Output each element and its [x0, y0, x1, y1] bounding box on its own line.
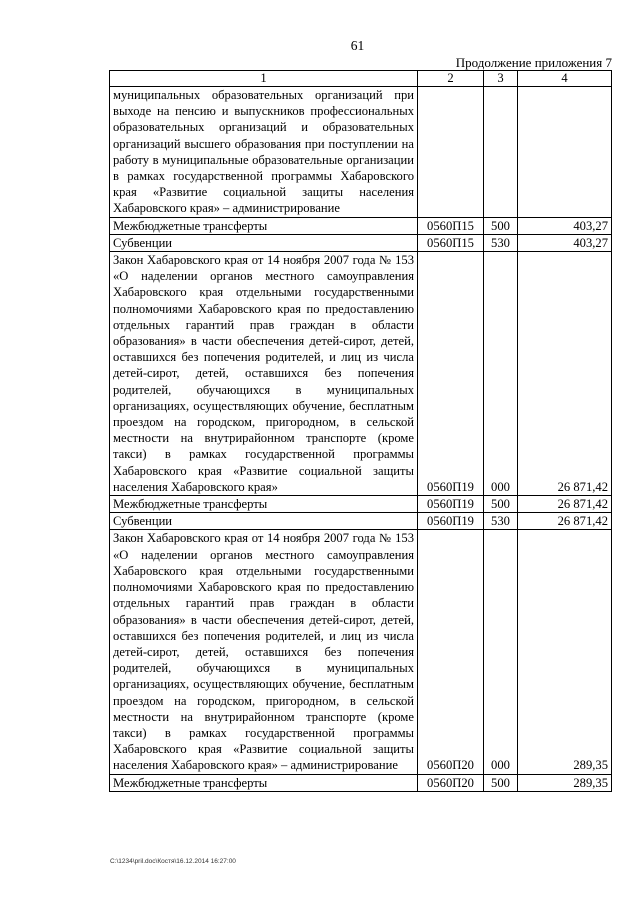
row-code: 0560П19 [418, 496, 484, 513]
row-amount: 289,35 [518, 774, 612, 791]
row-type: 500 [484, 496, 518, 513]
budget-table [109, 70, 612, 792]
row-code: 0560П19 [418, 513, 484, 530]
row-description: Закон Хабаровского края от 14 ноября 2007 года № 153 «О наделении органов местного самоуправления Хабаровского края отдельными государственными полномочиями Хабаровского края по предоставлению отдельных гарантий прав граждан в области образования» в части обеспечения детей-сирот, детей, оставшихся без попечения родителей, и лиц из числа детей-сирот, детей, оставшихся без попечения родителей, обучающихся в муниципальных организациях, осуществляющих обучение, бесплатным проездом на городском, пригородном, в сельской местности на внутрирайонном транспорте (кроме такси) в рамках государственной программы Хабаровского края «Развитие социальной защиты населения Хабаровского края» [110, 252, 418, 496]
header-cell: 1 [110, 71, 418, 87]
header-cell: 3 [484, 71, 518, 87]
table-row [110, 496, 612, 513]
row-amount: 26 871,42 [518, 513, 612, 530]
row-type: 530 [484, 513, 518, 530]
row-description: Субвенции [110, 234, 418, 251]
table-row [110, 530, 612, 774]
row-type: 500 [484, 217, 518, 234]
row-description: муниципальных образовательных организаций при выходе на пенсию и выпускников профессиональных образовательных организаций и образовательных организаций высшего образования при поступлении на работу в муниципальные образовательные организации в рамках государственной программы Хабаровского края «Развитие социальной защиты населения Хабаровского края» – администрирование [110, 87, 418, 218]
row-code: 0560П15 [418, 217, 484, 234]
table-row [110, 217, 612, 234]
row-description: Закон Хабаровского края от 14 ноября 2007 года № 153 «О наделении органов местного самоуправления Хабаровского края отдельными государственными полномочиями Хабаровского края по предоставлению отдельных гарантий прав граждан в области образования» в части обеспечения детей-сирот, детей, оставшихся без попечения родителей, и лиц из числа детей-сирот, детей, оставшихся без попечения родителей, обучающихся в муниципальных организациях, осуществляющих обучение, бесплатным проездом на городском, пригородном, в сельской местности на внутрирайонном транспорте (кроме такси) в рамках государственной программы Хабаровского края «Развитие социальной защиты населения Хабаровского края» – администрирование [110, 530, 418, 774]
table-row [110, 252, 612, 496]
row-amount [518, 87, 612, 218]
row-description: Субвенции [110, 513, 418, 530]
row-code [418, 87, 484, 218]
table-row [110, 234, 612, 251]
row-description: Межбюджетные трансферты [110, 774, 418, 791]
header-row [110, 71, 612, 87]
page-number: 61 [350, 38, 365, 53]
row-code: 0560П15 [418, 234, 484, 251]
row-amount: 289,35 [518, 530, 612, 774]
header-cell: 2 [418, 71, 484, 87]
row-description: Межбюджетные трансферты [110, 496, 418, 513]
row-description: Межбюджетные трансферты [110, 217, 418, 234]
row-amount: 403,27 [518, 234, 612, 251]
table-row [110, 774, 612, 791]
row-type: 000 [484, 252, 518, 496]
row-code: 0560П20 [418, 530, 484, 774]
file-path-footer: C:\1234\pril.doc\Костя\16.12.2014 16:27:00 [110, 858, 236, 865]
row-code: 0560П20 [418, 774, 484, 791]
row-code: 0560П19 [418, 252, 484, 496]
row-type: 500 [484, 774, 518, 791]
table-row [110, 87, 612, 218]
continuation-label: Продолжение приложения 7 [455, 55, 612, 70]
header-cell: 4 [518, 71, 612, 87]
row-amount: 26 871,42 [518, 252, 612, 496]
row-amount: 26 871,42 [518, 496, 612, 513]
row-type [484, 87, 518, 218]
row-type: 000 [484, 530, 518, 774]
row-type: 530 [484, 234, 518, 251]
row-amount: 403,27 [518, 217, 612, 234]
table-row [110, 513, 612, 530]
